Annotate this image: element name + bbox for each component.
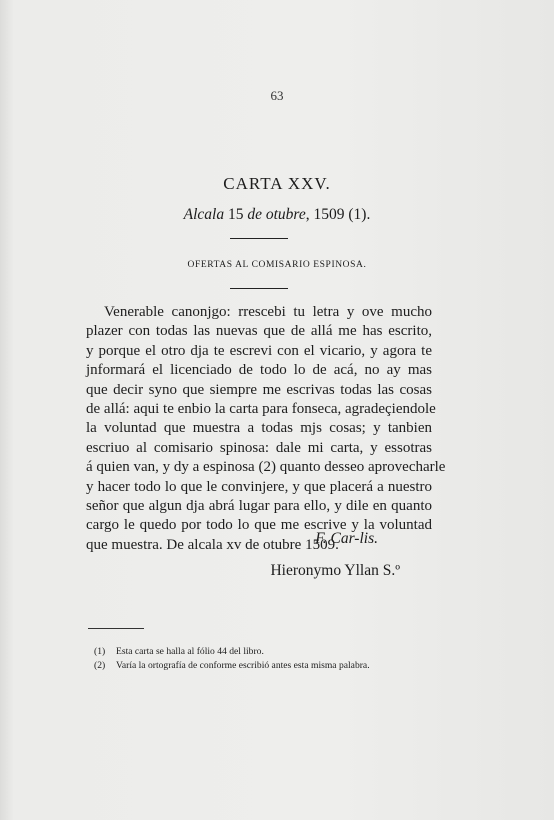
body-line: jnformará el licenciado de todo lo de acá, no ay mas	[86, 362, 432, 379]
dateline-note-ref: (1).	[348, 206, 371, 223]
body-line: que decir syno que siempre me escrivas todas las cosas	[86, 381, 432, 398]
page-number: 63	[270, 88, 284, 103]
footnote-text: Varía la ortografía de conforme escribió antes esta misma palabra.	[116, 659, 370, 671]
dateline-year: 1509	[313, 206, 345, 223]
signature: F. Car-lis.	[315, 530, 378, 547]
divider-rule-bottom	[230, 288, 288, 289]
letter-title: CARTA XXV.	[223, 174, 331, 193]
body-line: cargo le quedo por todo lo que me escrive y la voluntad	[86, 517, 432, 534]
dateline	[0, 206, 554, 224]
dateline-place: Alcala	[183, 206, 225, 223]
footnote-item	[94, 659, 454, 673]
footnote-rule	[88, 628, 144, 629]
body-line: escriuo al comisario spinosa: dale mi carta, y essotras	[86, 439, 432, 456]
divider-rule-top	[230, 238, 288, 239]
body-line: y hacer todo lo que le convinjere, y que placerá a nuestro	[86, 478, 432, 495]
footnote-mark: (2)	[94, 659, 106, 671]
footnote-item	[94, 645, 454, 659]
footnote-mark: (1)	[94, 646, 106, 657]
body-line: Venerable canonjgo: rrescebi tu letra y ove mucho	[104, 304, 432, 320]
body-line: la voluntad que muestra a todas mjs cosas; y tanbien	[86, 420, 432, 437]
dateline-month: de otubre	[247, 206, 306, 223]
body-line: señor que algun dja abrá lugar para ello, y dile en quanto	[86, 497, 432, 514]
body-line: que muestra. De alcala xv de otubre 1509.	[86, 536, 339, 553]
body-line: á quien van, y dy a espinosa (2) quanto desseo aprovecharle	[86, 459, 446, 476]
letter-body	[86, 303, 446, 555]
body-line: de allá: aqui te enbio la carta para fonseca, agradeçiendole	[86, 400, 436, 417]
dateline-day: 15	[227, 206, 244, 223]
body-line: y porque el otro dja te escrevi con el vicario, y agora te	[86, 342, 432, 359]
footnotes	[94, 645, 454, 672]
footnote-text: Esta carta se halla al fólio 44 del libro.	[116, 646, 264, 657]
body-line: plazer con todas las nuevas que de allá me has escrito,	[86, 323, 432, 340]
letter-summary: OFERTAS AL COMISARIO ESPINOSA.	[187, 260, 367, 270]
dateline-comma: ,	[305, 206, 310, 223]
sender-name: Hieronymo Yllan S.º	[270, 562, 400, 579]
